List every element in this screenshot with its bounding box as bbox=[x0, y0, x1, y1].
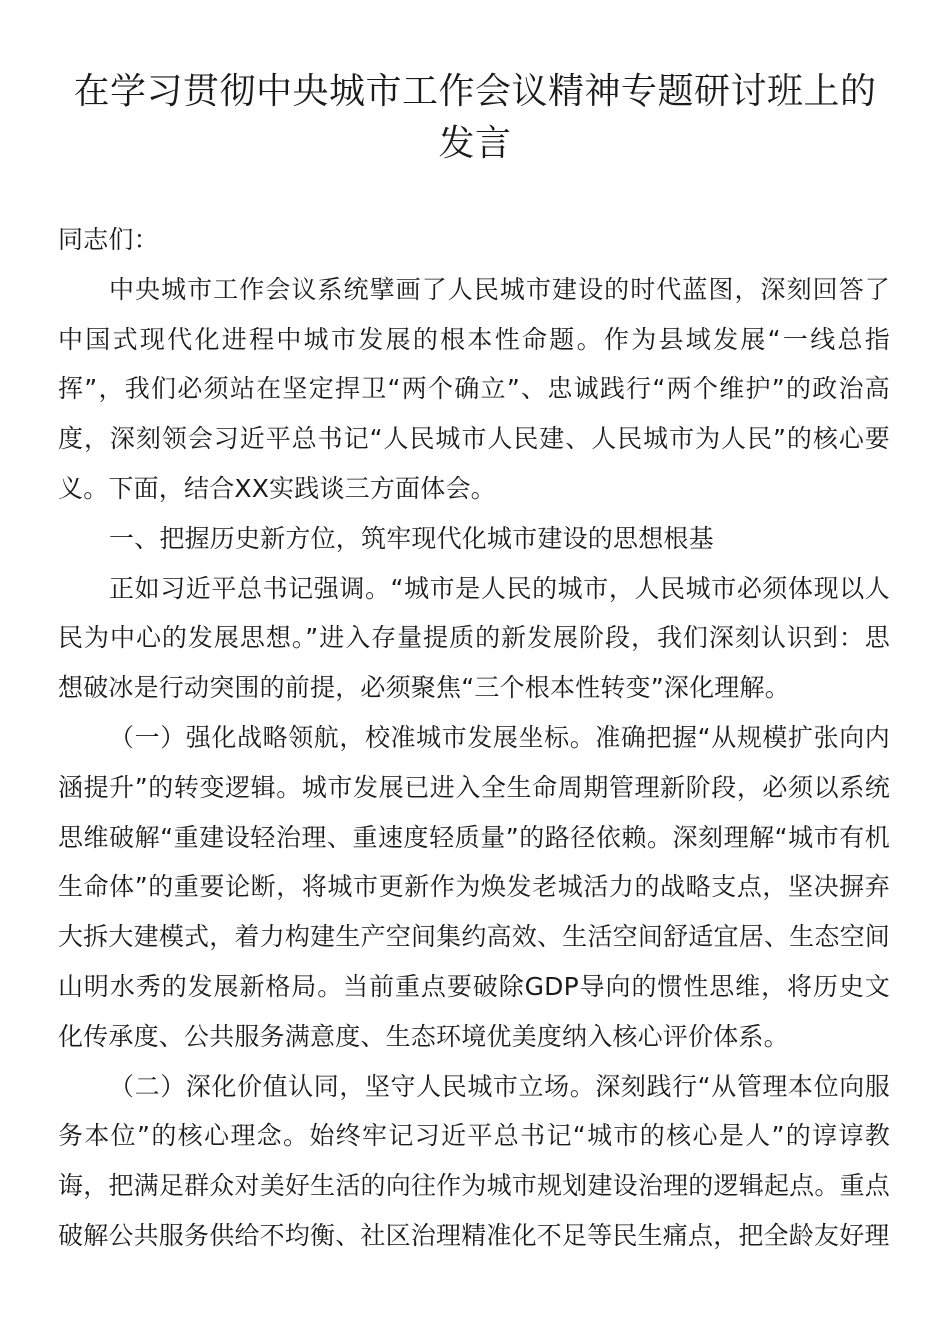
body-paragraph: 中央城市工作会议系统擘画了人民城市建设的时代蓝图，深刻回答了中国式现代化进程中城市发展的根本性命题。作为县域发展“一线总指挥”，我们必须站在坚定捍卫“两个确立”、忠诚践行“两个维护”的政治高度，深刻领会习近平总书记“人民城市人民建、人民城市为人民”的核心要义。下面，结合XX实践谈三方面体会。 bbox=[58, 274, 890, 503]
salutation: 同志们： bbox=[58, 225, 159, 254]
document-title: 在学习贯彻中央城市工作会议精神专题研讨班上的发言 bbox=[73, 71, 877, 164]
body-paragraph: （一）强化战略领航，校准城市发展坐标。准确把握“从规模扩张向内涵提升”的转变逻辑。城市发展已进入全生命周期管理新阶段，必须以系统思维破解“重建设轻治理、重速度轻质量”的路径依赖。深刻理解“城市有机生命体”的重要论断，将城市更新作为焕发老城活力的战略支点，坚决摒弃大拆大建模式，着力构建生产空间集约高效、生活空间舒适宜居、生态空间山明水秀的发展新格局。当前重点要破除GDP导向的惯性思维，将历史文化传承度、公共服务满意度、生态环境优美度纳入核心评价体系。 bbox=[58, 722, 890, 1051]
section-heading: 一、把握历史新方位，筑牢现代化城市建设的思想根基 bbox=[109, 523, 714, 553]
document-body bbox=[58, 215, 890, 1261]
body-paragraph: 正如习近平总书记强调。“城市是人民的城市，人民城市必须体现以人民为中心的发展思想。”进入存量提质的新发展阶段，我们深刻认识到：思想破冰是行动突围的前提，必须聚焦“三个根本性转变”深化理解。 bbox=[58, 573, 890, 703]
body-paragraph: （二）深化价值认同，坚守人民城市立场。深刻践行“从管理本位向服务本位”的核心理念。始终牢记习近平总书记“城市的核心是人”的谆谆教诲，把满足群众对美好生活的向往作为城市规划建设治理的逻辑起点。重点破解公共服务供给不均衡、社区治理精准化不足等民生痛点，把全龄友好理 bbox=[58, 1071, 890, 1250]
